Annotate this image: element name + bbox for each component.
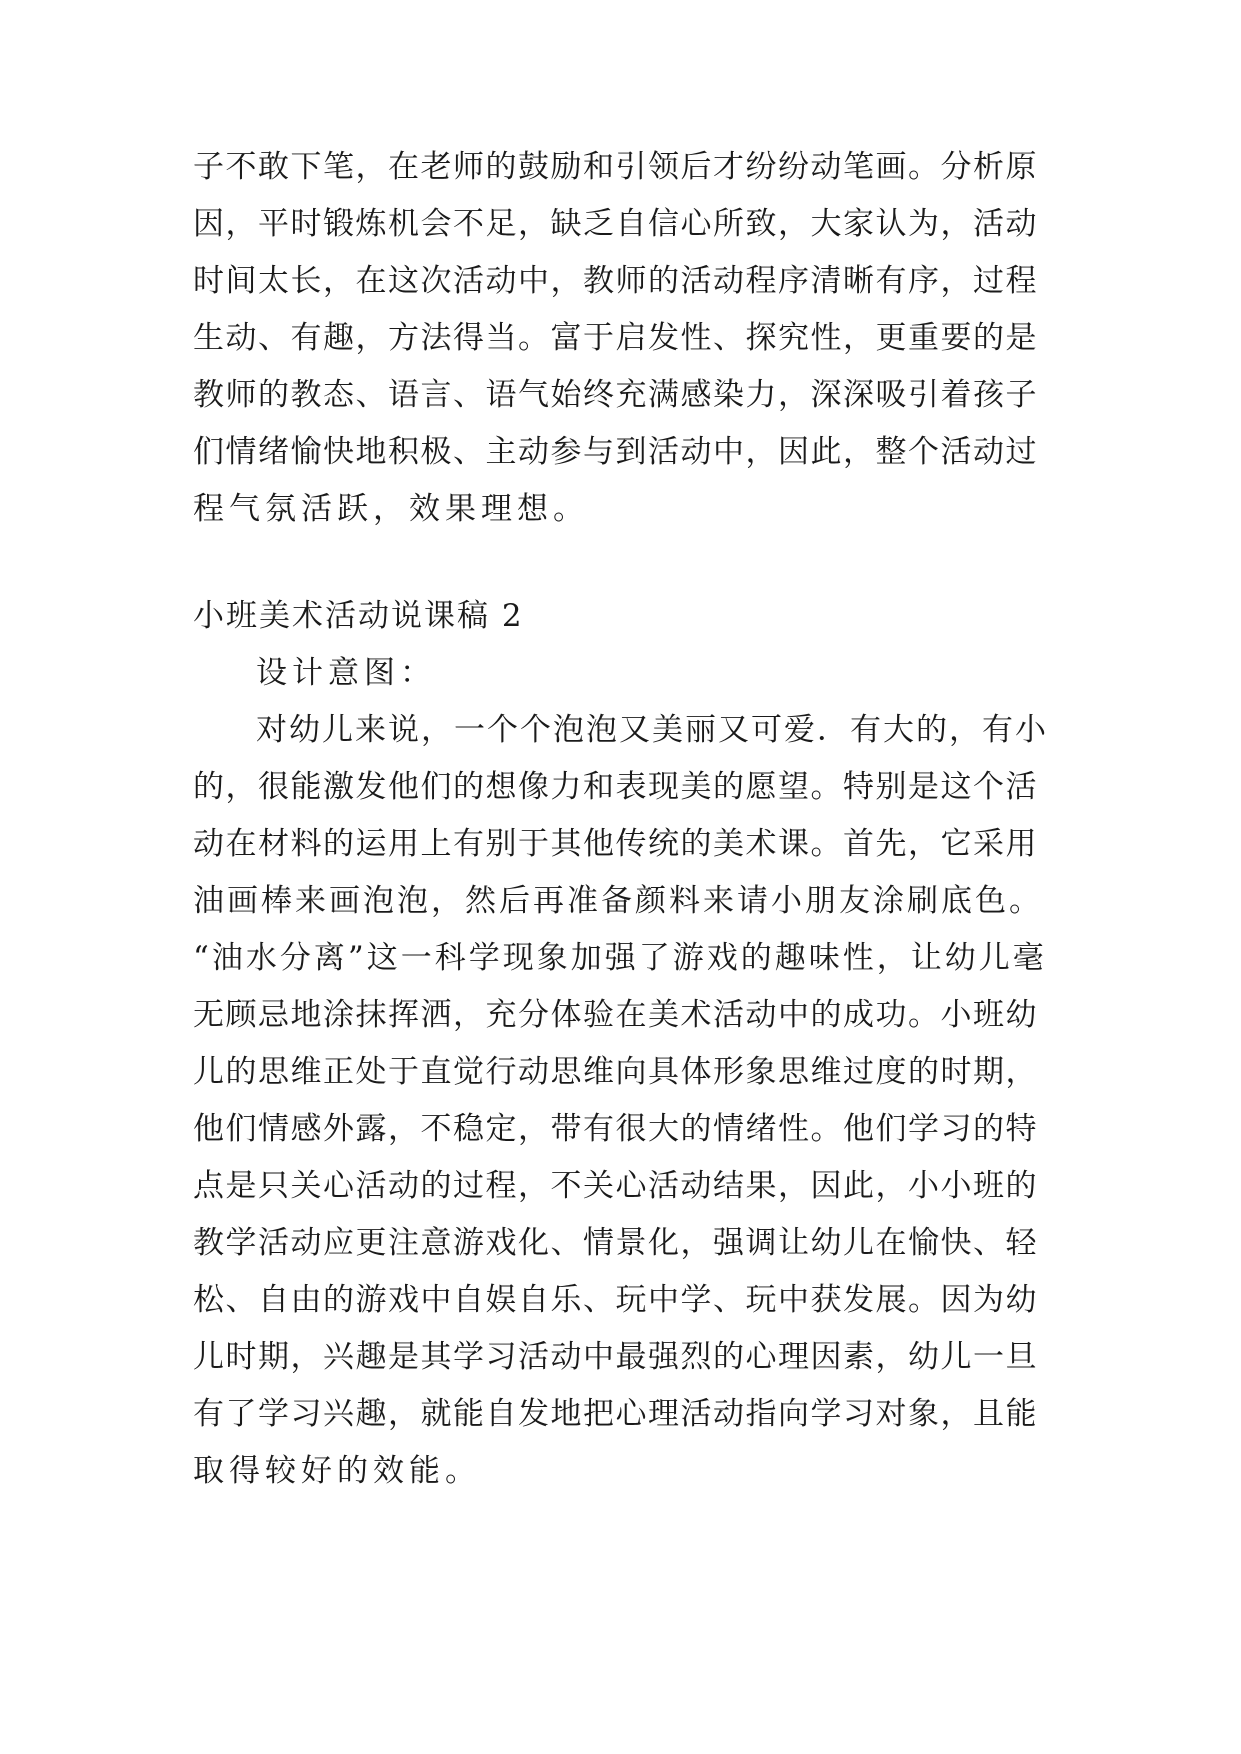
paragraph-2-line: 教学活动应更注意游戏化、情景化，强调让幼儿在愉快、轻	[193, 1225, 1038, 1261]
paragraph-1-line: 生动、有趣，方法得当。富于启发性、探究性，更重要的是	[193, 320, 1038, 356]
paragraph-1-line: 时间太长，在这次活动中，教师的活动程序清晰有序，过程	[193, 263, 1038, 299]
paragraph-2-line: 松、自由的游戏中自娱自乐、玩中学、玩中获发展。因为幼	[193, 1282, 1038, 1318]
section-title: 小班美术活动说课稿 2	[193, 598, 524, 634]
design-intent-label: 设计意图：	[256, 655, 436, 691]
paragraph-2-line: “油水分离”这一科学现象加强了游戏的趣味性，让幼儿毫	[193, 940, 1047, 976]
paragraph-1-line: 们情绪愉快地积极、主动参与到活动中，因此，整个活动过	[193, 434, 1038, 470]
paragraph-1-line: 子不敢下笔，在老师的鼓励和引领后才纷纷动笔画。分析原	[193, 149, 1038, 185]
paragraph-2-line: 点是只关心活动的过程，不关心活动结果，因此，小小班的	[193, 1168, 1038, 1204]
paragraph-2-line: 有了学习兴趣，就能自发地把心理活动指向学习对象，且能	[193, 1396, 1038, 1432]
paragraph-2-line: 对幼儿来说，一个个泡泡又美丽又可爱．有大的，有小	[256, 712, 1048, 748]
paragraph-2-line: 儿时期，兴趣是其学习活动中最强烈的心理因素，幼儿一旦	[193, 1339, 1038, 1375]
paragraph-2-line: 的，很能激发他们的想像力和表现美的愿望。特别是这个活	[193, 769, 1038, 805]
paragraph-1-line: 教师的教态、语言、语气始终充满感染力，深深吸引着孩子	[193, 377, 1038, 413]
paragraph-2-line: 油画棒来画泡泡，然后再准备颜料来请小朋友涂刷底色。	[193, 883, 1043, 919]
paragraph-2-line: 儿的思维正处于直觉行动思维向具体形象思维过度的时期，	[193, 1054, 1038, 1090]
paragraph-1-line: 因，平时锻炼机会不足，缺乏自信心所致，大家认为，活动	[193, 206, 1038, 242]
paragraph-1-line: 程气氛活跃，效果理想。	[193, 491, 589, 527]
paragraph-2-line: 取得较好的效能。	[193, 1453, 481, 1489]
paragraph-2-line: 无顾忌地涂抹挥洒，充分体验在美术活动中的成功。小班幼	[193, 997, 1038, 1033]
paragraph-2-line: 他们情感外露，不稳定，带有很大的情绪性。他们学习的特	[193, 1111, 1038, 1147]
paragraph-2-line: 动在材料的运用上有别于其他传统的美术课。首先，它采用	[193, 826, 1038, 862]
